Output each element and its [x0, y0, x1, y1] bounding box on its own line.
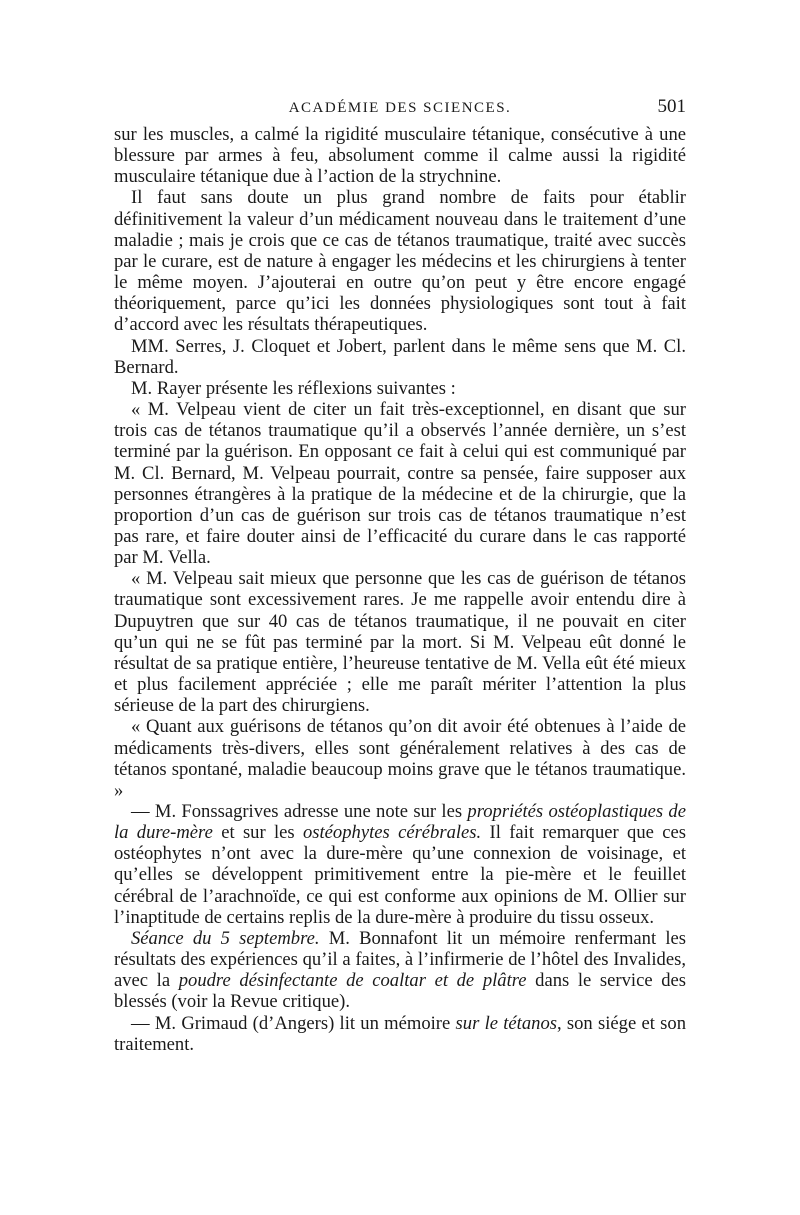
paragraph-curare-conclusion: Il faut sans doute un plus grand nombre de faits pour établir définitivement la valeur d’un médicament nouveau dans le traitement d’une maladie ; mais je crois que ce cas de tétanos traumatique, traité avec succès par le curare, est de nature à engager les médecins et les chirurgiens à tenter le même moyen. J’ajouterai en outre qu’on peut y être encore engagé théoriquement, parce qu’ici les données physiologiques sont tout à fait d’accord avec les résultats thérapeutiques. [114, 187, 686, 336]
fonssagrives-text-3: Il fait remarquer que ces ostéophytes n’ont avec la dure-mère qu’une connexion de voisinage, et qu’elles se développent primitivement entre la pie-mère et le feuillet cérébral de l’arachnoïde, ce qui est conforme aux opinions de M. Ollier sur l’inaptitude de certains replis de la dure-mère à produire du tissu osseux. [114, 822, 686, 928]
paragraph-continuation: sur les muscles, a calmé la rigidité musculaire tétanique, consécutive à une blessure par armes à feu, absolument comme il calme aussi la rigidité musculaire tétanique due à l’action de la strychnine. [114, 124, 686, 188]
bonnafont-powder: poudre désinfectante de coaltar et de plâtre [178, 970, 527, 992]
fonssagrives-title-1: propriétés ostéoplastiques de la dure-mère [114, 801, 686, 844]
fonssagrives-text-1: — M. Fonssagrives adresse une note sur les [131, 801, 468, 822]
paragraph-rayer-intro: M. Rayer présente les réflexions suivantes : [131, 377, 456, 399]
paragraph-rayer-quote-1: « M. Velpeau vient de citer un fait très-exceptionnel, en disant que sur trois cas de tétanos traumatique qu’il a observés l’année dernière, un s’est terminé par la guérison. En opposant ce fait à celui qui est communiqué par M. Cl. Bernard, M. Velpeau pourrait, contre sa pensée, faire supposer aux personnes étrangères à la pratique de la médecine et de la chirurgie, que la proportion d’un cas de guérison sur trois cas de tétanos traumatique n’est pas rare, et faire douter ainsi de l’efficacité du curare dans le cas rapporté par M. Vella. [114, 399, 686, 569]
fonssagrives-title-2: ostéophytes cérébrales. [302, 822, 482, 844]
page-number: 501 [657, 96, 686, 117]
paragraph-seance-5-septembre [114, 928, 686, 1013]
seance-date: Séance du 5 septembre. [131, 927, 320, 949]
paragraph-serres-cloquet-jobert: MM. Serres, J. Cloquet et Jobert, parlent dans le même sens que M. Cl. Bernard. [114, 335, 686, 378]
running-header [114, 96, 686, 124]
paragraph-fonssagrives [114, 801, 686, 928]
bonnafont-text-1: M. Bonnafont lit un mémoire renfermant les résultats des expériences qu’il a faites, à l’infirmerie de l’hôtel des Invalides, avec la [114, 927, 686, 992]
body-text [114, 124, 686, 1055]
document-page [114, 96, 686, 1055]
running-title: ACADÉMIE DES SCIENCES. [288, 100, 512, 116]
paragraph-rayer-quote-3: « Quant aux guérisons de tétanos qu’on dit avoir été obtenues à l’aide de médicaments très-divers, elles sont généralement relatives à des cas de tétanos spontané, maladie beaucoup moins grave que le tétanos traumatique. » [114, 716, 686, 801]
bonnafont-text-2: dans le service des blessés (voir la Revue critique). [114, 970, 686, 1013]
paragraph-rayer-quote-2: « M. Velpeau sait mieux que personne que les cas de guérison de tétanos traumatique sont excessivement rares. Je me rappelle avoir entendu dire à Dupuytren que sur 40 cas de tétanos traumatique, il ne pouvait en citer qu’un qui ne se fût pas terminé par la mort. Si M. Velpeau eût donné le résultat de sa pratique entière, l’heureuse tentative de M. Vella eût été mieux et plus facilement appréciée ; elle me paraît mériter l’attention la plus sérieuse de la part des chirurgiens. [114, 568, 686, 717]
grimaud-title: sur le tétanos [455, 1012, 557, 1034]
fonssagrives-text-2: et sur les [212, 822, 303, 844]
grimaud-text-1: — M. Grimaud (d’Angers) lit un mémoire [131, 1012, 456, 1034]
paragraph-grimaud [114, 1013, 686, 1055]
grimaud-text-2: , son siége et son traitement. [114, 1012, 686, 1055]
